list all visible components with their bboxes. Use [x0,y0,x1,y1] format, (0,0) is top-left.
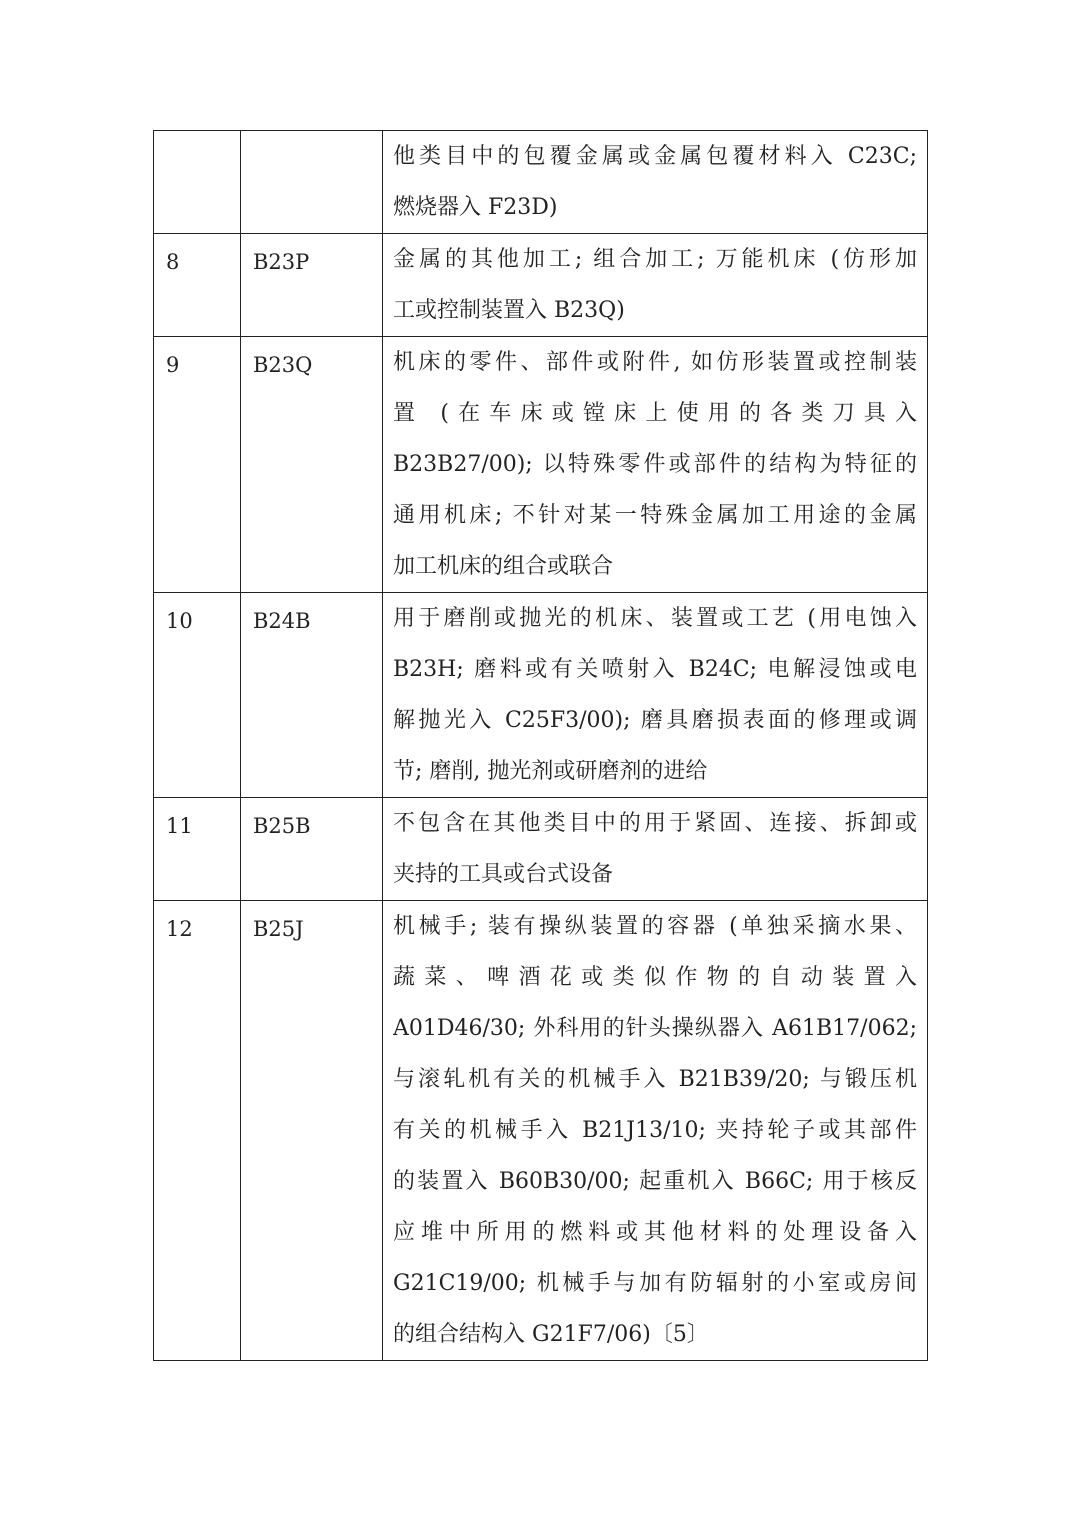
description-line: 工或控制装置入 B23Q) [393,298,625,323]
description-line: 机械手; 装有操纵装置的容器 (单独采摘水果、 [393,914,917,939]
description-line: B23B27/00); 以特殊零件或部件的结构为特征的 [393,452,917,477]
ipc-code: B24B [241,593,383,798]
description-line: 通用机床; 不针对某一特殊金属加工用途的金属 [393,503,917,528]
description-line: 解抛光入 C25F3/00); 磨具磨损表面的修理或调 [393,708,917,733]
description-line: 蔬菜、啤酒花或类似作物的自动装置入 [393,965,917,990]
classification-table [153,130,928,1361]
description-line: 不包含在其他类目中的用于紧固、连接、拆卸或 [393,811,917,836]
description-line: 应堆中所用的燃料或其他材料的处理设备入 [393,1220,917,1245]
description-line: 用于磨削或抛光的机床、装置或工艺 (用电蚀入 [393,606,917,631]
table-row [154,798,928,901]
description-line: 加工机床的组合或联合 [393,554,614,579]
description-line: 金属的其他加工; 组合加工; 万能机床 (仿形加 [393,247,917,272]
description-line: B23H; 磨料或有关喷射入 B24C; 电解浸蚀或电 [393,657,917,682]
description-cell [383,901,928,1361]
ipc-code: B25J [241,901,383,1361]
table-body [154,131,928,1361]
row-number: 10 [154,593,241,798]
row-number: 9 [154,337,241,593]
description-line: 夹持的工具或台式设备 [393,862,614,887]
table-row [154,901,928,1361]
description-line: A01D46/30; 外科用的针头操纵器入 A61B17/062; [393,1016,917,1041]
row-number: 12 [154,901,241,1361]
ipc-code [241,131,383,234]
table-row [154,131,928,234]
description-line: 的组合结构入 G21F7/06)〔5〕 [393,1322,709,1347]
description-cell [383,798,928,901]
description-cell [383,234,928,337]
ipc-code: B23P [241,234,383,337]
table-row [154,234,928,337]
description-cell [383,131,928,234]
description-line: 与滚轧机有关的机械手入 B21B39/20; 与锻压机 [393,1067,917,1092]
description-line: 节; 磨削, 抛光剂或研磨剂的进给 [393,759,708,784]
description-line: G21C19/00; 机械手与加有防辐射的小室或房间 [393,1271,917,1296]
description-line: 燃烧器入 F23D) [393,195,558,220]
description-line: 有关的机械手入 B21J13/10; 夹持轮子或其部件 [393,1118,917,1143]
table-row [154,593,928,798]
table-row [154,337,928,593]
row-number [154,131,241,234]
description-line: 机床的零件、部件或附件, 如仿形装置或控制装 [393,350,917,375]
description-cell [383,337,928,593]
description-line: 置 (在车床或镗床上使用的各类刀具入 [393,401,917,426]
description-line: 他类目中的包覆金属或金属包覆材料入 C23C; [393,144,917,169]
description-line: 的装置入 B60B30/00; 起重机入 B66C; 用于核反 [393,1169,917,1194]
ipc-code: B25B [241,798,383,901]
row-number: 8 [154,234,241,337]
row-number: 11 [154,798,241,901]
description-cell [383,593,928,798]
ipc-code: B23Q [241,337,383,593]
